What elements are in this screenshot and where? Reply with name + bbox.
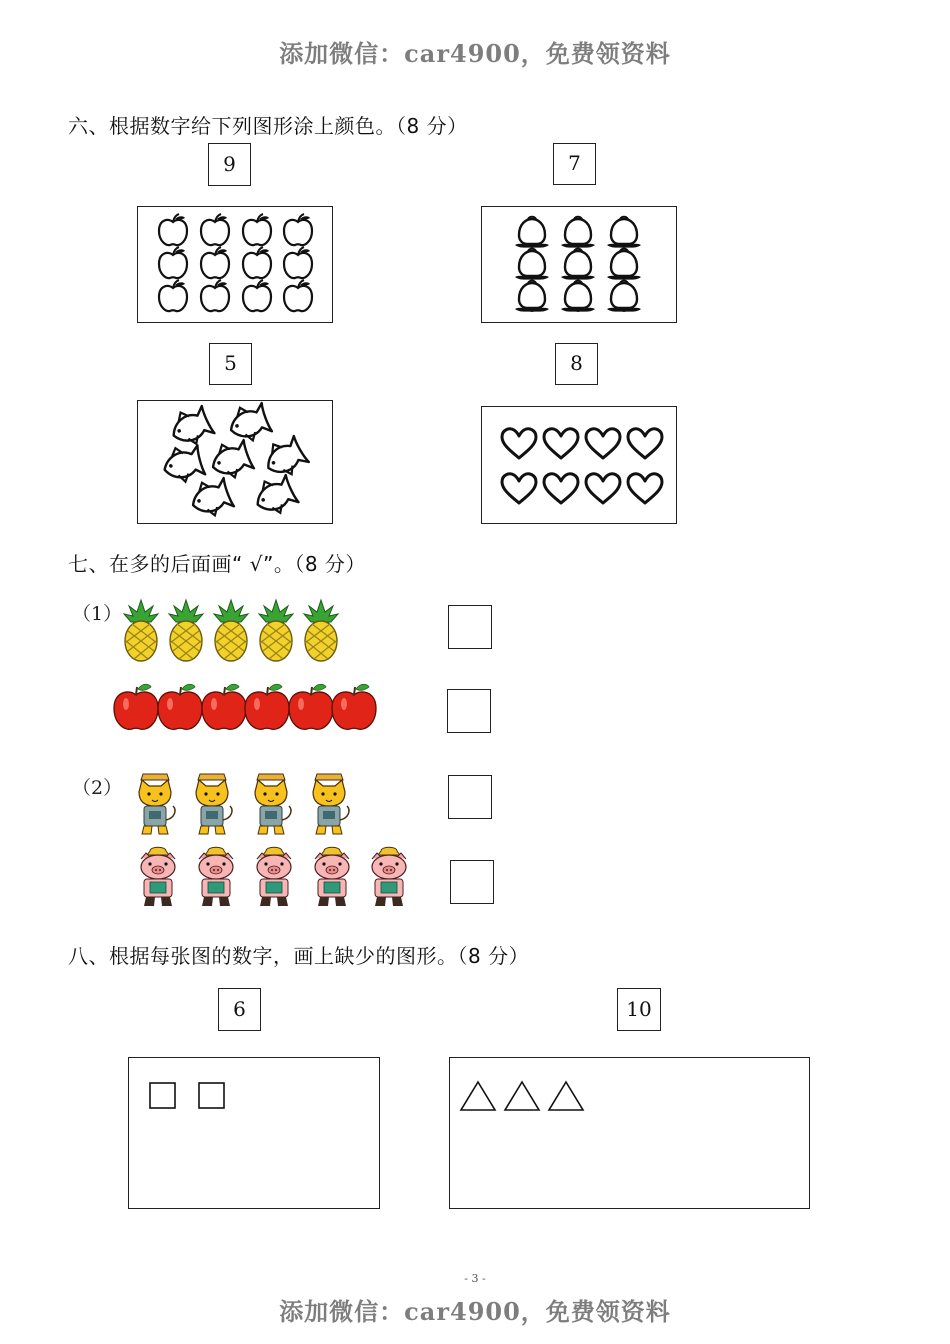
fruit-outline-icon xyxy=(515,281,549,312)
heart-outline-icon xyxy=(628,429,662,458)
item-label-1: （1） xyxy=(72,603,123,625)
apple-outline-icon xyxy=(243,214,271,245)
apple-outline-icon xyxy=(201,214,229,245)
heart-outline-icon xyxy=(502,474,536,503)
cat-icon xyxy=(255,774,291,834)
fish-outline-icon xyxy=(160,442,206,486)
item-label-2: （2） xyxy=(72,777,123,799)
cat-row xyxy=(130,770,360,840)
cat-icon xyxy=(139,774,175,834)
pineapple-icon xyxy=(124,600,158,661)
pig-icon xyxy=(372,847,406,906)
section6-title: 六、根据数字给下列图形涂上颜色。（8 分） xyxy=(68,114,468,138)
heart-outline-icon xyxy=(628,474,662,503)
apple-outline-icon xyxy=(243,280,271,311)
pig-icon xyxy=(315,847,349,906)
pineapple-row xyxy=(114,596,344,666)
apple-outline-icon xyxy=(284,214,312,245)
triangle-outline-icon xyxy=(549,1082,583,1110)
fish-outline-icon xyxy=(207,437,255,483)
fish-group xyxy=(138,401,331,522)
triangle-outline-icon xyxy=(461,1082,495,1110)
answer-box-apple[interactable] xyxy=(447,689,491,733)
pineapple-icon xyxy=(304,600,338,661)
red-apple-icon xyxy=(202,684,246,729)
number-box-triangles: 10 xyxy=(617,988,661,1031)
cat-icon xyxy=(196,774,232,834)
red-apple-row xyxy=(112,676,382,736)
red-apple-icon xyxy=(245,684,289,729)
square-outline-icon xyxy=(199,1083,224,1108)
fish-outline-icon xyxy=(187,475,235,521)
triangles-drawn xyxy=(450,1058,808,1207)
pig-row xyxy=(128,843,418,913)
page-number: - 3 - xyxy=(464,1272,486,1285)
pineapple-icon xyxy=(169,600,203,661)
apple-outline-icon xyxy=(201,280,229,311)
number-box-apples: 9 xyxy=(208,143,251,186)
heart-outline-icon xyxy=(544,429,578,458)
triangle-outline-icon xyxy=(505,1082,539,1110)
red-apple-icon xyxy=(158,684,202,729)
pig-icon xyxy=(141,847,175,906)
apple-outline-icon xyxy=(284,247,312,278)
apple-outline-icon xyxy=(159,214,187,245)
fruit-outline-icon xyxy=(607,249,641,280)
number-box-fruits: 7 xyxy=(553,143,596,185)
fish-outline-icon xyxy=(250,472,299,520)
heart-outline-icon xyxy=(586,429,620,458)
fruit-outline-icon xyxy=(607,281,641,312)
pineapple-icon xyxy=(259,600,293,661)
apple-outline-icon xyxy=(159,247,187,278)
red-apple-icon xyxy=(289,684,333,729)
number-box-fish: 5 xyxy=(209,343,252,385)
panel-fruits xyxy=(481,206,677,323)
fruit-outline-icon xyxy=(561,249,595,280)
heart-outline-icon xyxy=(586,474,620,503)
fruit-outline-icon xyxy=(515,217,549,248)
squares-drawn xyxy=(129,1058,378,1207)
number-box-squares: 6 xyxy=(218,988,261,1031)
square-outline-icon xyxy=(150,1083,175,1108)
cat-icon xyxy=(313,774,349,834)
hearts-group xyxy=(482,407,675,522)
pig-icon xyxy=(257,847,291,906)
panel-apples xyxy=(137,206,333,323)
section8-title: 八、根据每张图的数字，画上缺少的图形。（8 分） xyxy=(68,944,530,968)
apple-outline-icon xyxy=(284,280,312,311)
section7-title: 七、在多的后面画“ √”。（8 分） xyxy=(68,552,366,576)
answer-box-pig[interactable] xyxy=(450,860,494,904)
heart-outline-icon xyxy=(502,429,536,458)
watermark-bottom: 添加微信：car4900，免费领资料 xyxy=(279,1297,671,1326)
red-apple-icon xyxy=(332,684,376,729)
apple-outline-icon xyxy=(243,247,271,278)
fish-outline-icon xyxy=(166,403,215,451)
watermark-top: 添加微信：car4900，免费领资料 xyxy=(279,39,671,68)
answer-box-pineapple[interactable] xyxy=(448,605,492,649)
apples-group xyxy=(138,207,331,321)
answer-box-cat[interactable] xyxy=(448,775,492,819)
fruit-outline-icon xyxy=(561,217,595,248)
panel-hearts xyxy=(481,406,677,524)
fruit-outline-icon xyxy=(561,281,595,312)
apple-outline-icon xyxy=(201,247,229,278)
fish-outline-icon xyxy=(225,401,273,446)
red-apple-icon xyxy=(114,684,158,729)
panel-triangles[interactable] xyxy=(449,1057,810,1209)
number-box-hearts: 8 xyxy=(555,343,598,385)
pineapple-icon xyxy=(214,600,248,661)
fruit-outline-icon xyxy=(515,249,549,280)
panel-squares[interactable] xyxy=(128,1057,380,1209)
apple-outline-icon xyxy=(159,280,187,311)
fruit-outline-icon xyxy=(607,217,641,248)
panel-fish xyxy=(137,400,333,524)
pig-icon xyxy=(199,847,233,906)
fruits-group xyxy=(482,207,675,321)
heart-outline-icon xyxy=(544,474,578,503)
